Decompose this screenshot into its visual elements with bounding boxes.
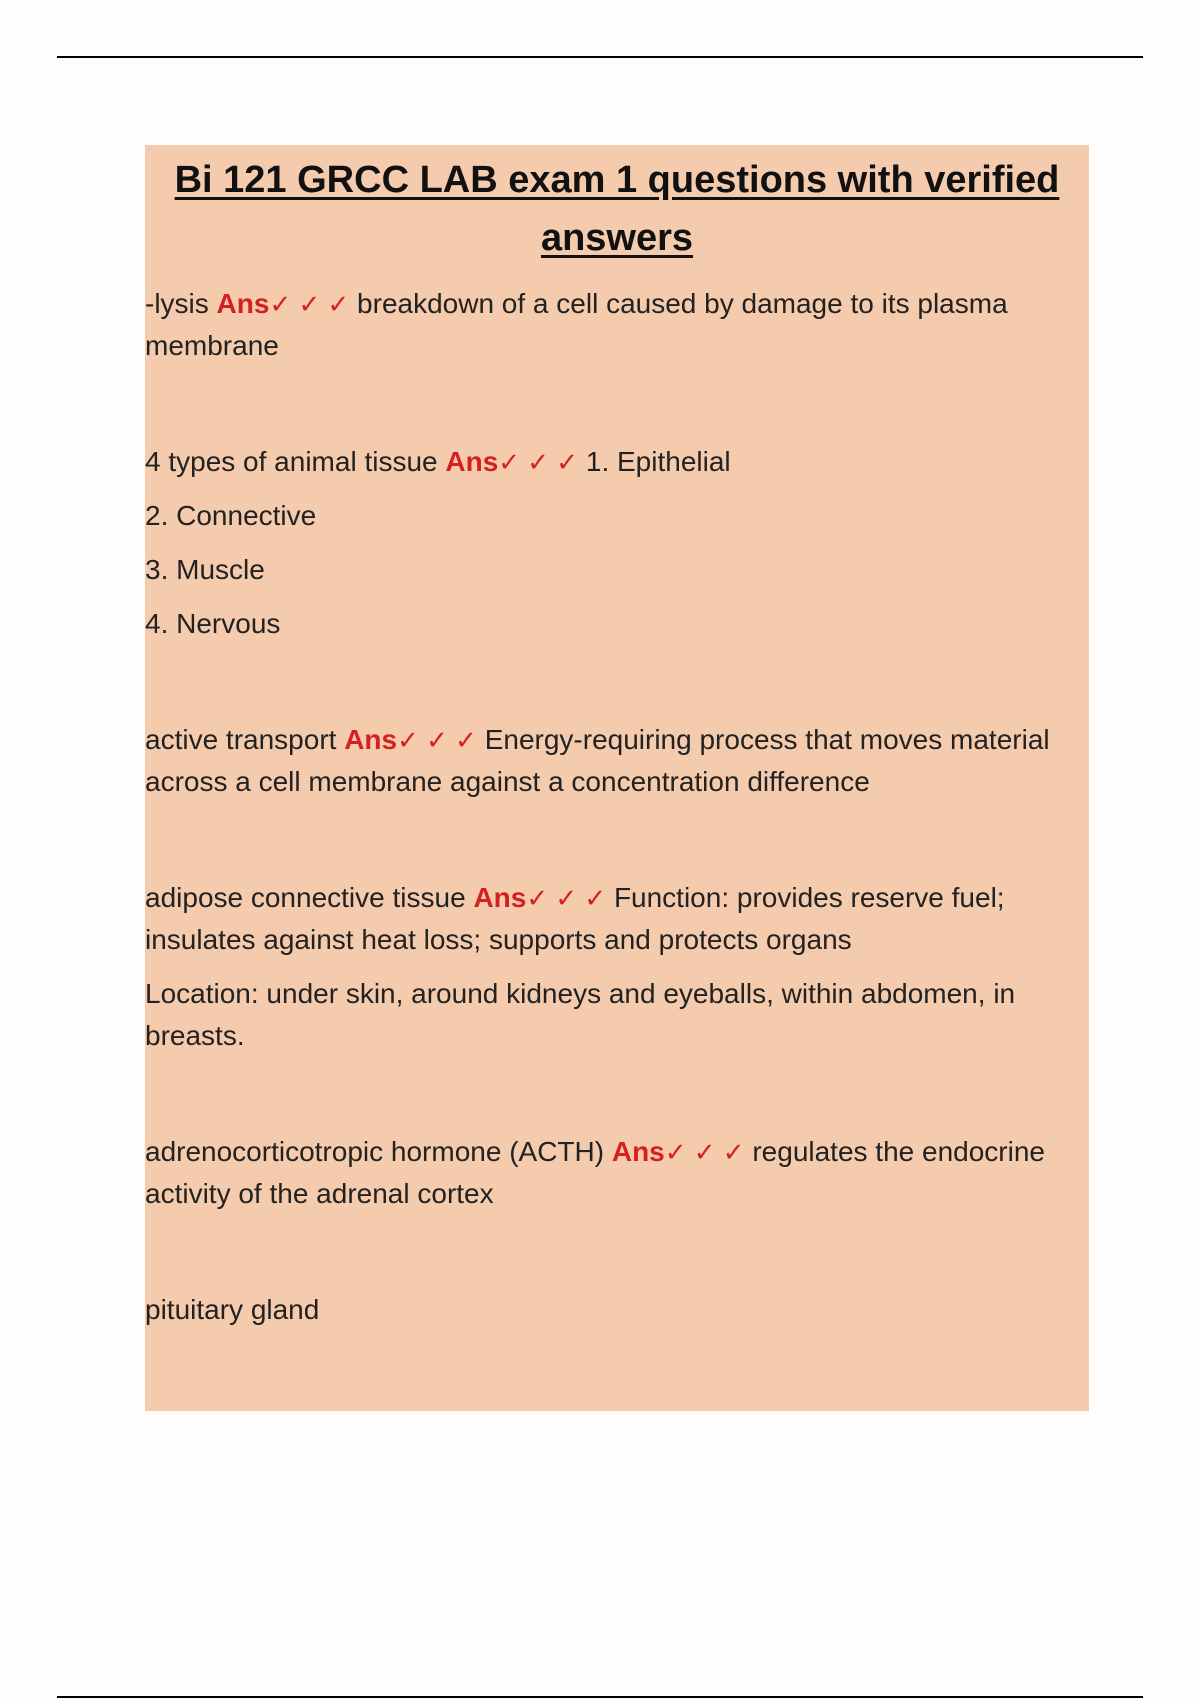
footer-rule: [57, 1696, 1143, 1698]
qa-entry-animal-tissue: [145, 441, 1089, 483]
checkmark-icon: ✓ ✓ ✓: [498, 447, 579, 477]
list-item: 4. Nervous: [145, 608, 281, 639]
answer: Function: provides reserve fuel; insulates against heat loss; supports and protects organs: [145, 882, 1005, 955]
header-rule: [57, 56, 1143, 58]
term: pituitary gland: [145, 1294, 320, 1325]
answer: Energy-requiring process that moves material across a cell membrane against a concentration difference: [145, 724, 1050, 797]
list-item: 3. Muscle: [145, 554, 265, 585]
term: -lysis: [145, 288, 209, 319]
qa-entry-active-transport: [145, 719, 1089, 803]
qa-entry-lysis: [145, 283, 1089, 367]
checkmark-icon: ✓ ✓ ✓: [269, 289, 350, 319]
document-panel: [145, 145, 1089, 1411]
qa-entry-adipose: [145, 877, 1089, 961]
ans-label: Ans: [445, 446, 499, 477]
ans-label: Ans: [216, 288, 270, 319]
checkmark-icon: ✓ ✓ ✓: [397, 725, 477, 755]
qa-entry-acth: [145, 1131, 1089, 1215]
list-item: 2. Connective: [145, 500, 317, 531]
ans-label: Ans: [611, 1136, 665, 1167]
term: adipose connective tissue: [145, 882, 466, 913]
qa-entry-pituitary: [145, 1289, 1089, 1331]
checkmark-icon: ✓ ✓ ✓: [664, 1137, 745, 1167]
term: 4 types of animal tissue: [145, 446, 438, 477]
ans-label: Ans: [473, 882, 527, 913]
document-title: Bi 121 GRCC LAB exam 1 questions with verified answers: [174, 159, 1060, 259]
term: active transport: [145, 724, 337, 755]
answer: regulates the endocrine activity of the adrenal cortex: [145, 1136, 1045, 1209]
entry-detail: Location: under skin, around kidneys and eyeballs, within abdomen, in breasts.: [145, 978, 1016, 1051]
checkmark-icon: ✓ ✓ ✓: [526, 883, 607, 913]
term: adrenocorticotropic hormone (ACTH): [145, 1136, 605, 1167]
ans-label: Ans: [344, 724, 398, 755]
answer: breakdown of a cell caused by damage to its plasma membrane: [145, 288, 1008, 361]
answer: 1. Epithelial: [585, 446, 731, 477]
